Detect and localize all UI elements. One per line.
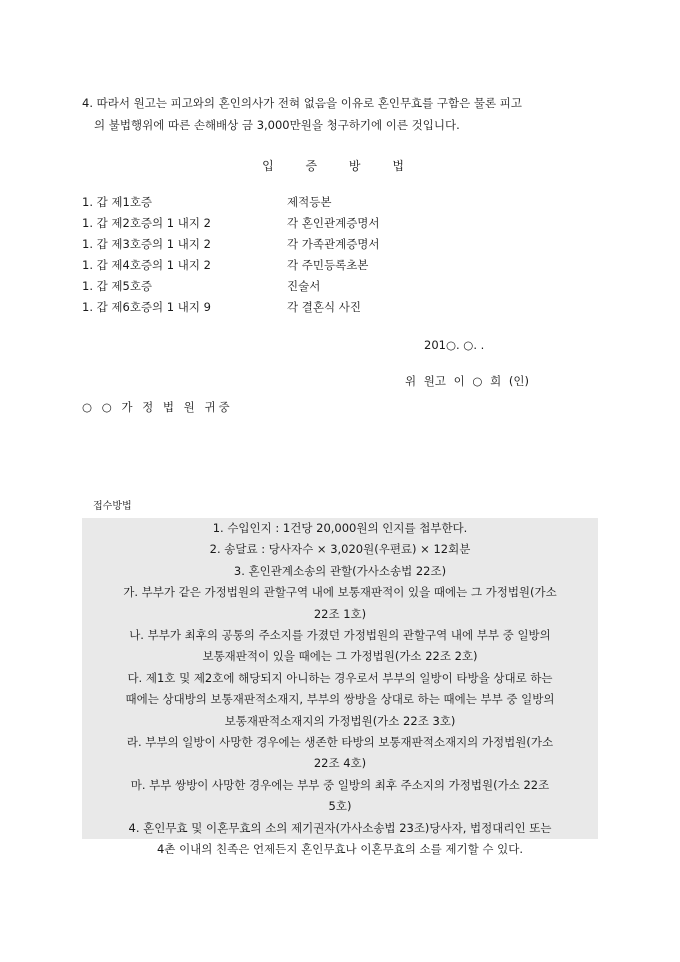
receipt-line: 다. 제1호 및 제2호에 해당되지 아니하는 경우로서 부부의 일방이 타방을 상대로 하는 — [127, 670, 553, 685]
evidence-ref: 1. 갑 제3호증의 1 내지 2 — [82, 237, 211, 251]
receipt-line: 3. 혼인관계소송의 관할(가사소송법 22조) — [233, 563, 447, 578]
receipt-line: 22조 4호) — [313, 756, 367, 771]
receipt-line: 22조 1호) — [313, 606, 367, 621]
receipt-line: 5호) — [328, 799, 352, 814]
evidence-ref: 1. 갑 제2호증의 1 내지 2 — [82, 216, 211, 230]
receipt-line: 4촌 이내의 친족은 언제든지 혼인무효나 이혼무효의 소를 제기할 수 있다. — [156, 842, 524, 857]
evidence-item — [82, 192, 442, 213]
evidence-desc: 제적등본 — [287, 195, 332, 209]
evidence-heading: 입 증 방 법 — [262, 159, 418, 173]
paragraph-4-line-1: 4. 따라서 원고는 피고와의 혼인의사가 전혀 없음을 이유로 혼인무효를 구함은 물론 피고 — [82, 96, 522, 110]
evidence-desc: 각 주민등록초본 — [287, 258, 369, 272]
evidence-ref: 1. 갑 제6호증의 1 내지 9 — [82, 300, 211, 314]
filing-date: 201○. ○. . — [424, 338, 485, 352]
receipt-line: 1. 수입인지 : 1건당 20,000원의 인지를 첩부한다. — [212, 521, 468, 535]
evidence-item — [82, 255, 442, 276]
receipt-info-box — [82, 518, 598, 857]
court-addressee: ○ ○ 가 정 법 원 귀중 — [82, 400, 233, 414]
receipt-line: 라. 부부의 일방이 사망한 경우에는 생존한 타방의 보통재판적소재지의 가정법원(가소 — [126, 735, 554, 750]
receipt-line: 4. 혼인무효 및 이혼무효의 소의 제기권자(가사소송법 23조)당사자, 법정대리인 또는 — [128, 820, 552, 835]
evidence-desc: 각 결혼식 사진 — [287, 300, 361, 314]
receipt-line: 보통재판적소재지의 가정법원(가소 22조 3호) — [224, 713, 456, 728]
receipt-line: 가. 부부가 같은 가정법원의 관할구역 내에 보통재판적이 있을 때에는 그 가정법원(가소 — [123, 585, 557, 600]
evidence-ref: 1. 갑 제1호증 — [82, 195, 153, 209]
receipt-line: 보통재판적이 있을 때에는 그 가정법원(가소 22조 2호) — [202, 649, 478, 664]
evidence-desc: 진술서 — [287, 279, 321, 293]
evidence-desc: 각 혼인관계증명서 — [287, 216, 380, 230]
evidence-ref: 1. 갑 제4호증의 1 내지 2 — [82, 258, 211, 272]
receipt-method-title: 접수방법 — [93, 501, 132, 512]
evidence-item — [82, 297, 442, 318]
paragraph-4 — [82, 92, 612, 136]
evidence-list — [82, 192, 442, 318]
plaintiff-signature: 위 원고 이 ○ 희 (인) — [405, 374, 529, 388]
evidence-ref: 1. 갑 제5호증 — [82, 279, 153, 293]
evidence-item — [82, 234, 442, 255]
receipt-line: 때에는 상대방의 보통재판적소재지, 부부의 쌍방을 상대로 하는 때에는 부부 중 일방의 — [125, 692, 555, 707]
receipt-line: 나. 부부가 최후의 공통의 주소지를 가졌던 가정법원의 관할구역 내에 부부 중 일방의 — [129, 628, 551, 643]
receipt-line: 2. 송달료 : 당사자수 × 3,020원(우편료) × 12회분 — [209, 542, 471, 557]
evidence-item — [82, 276, 442, 297]
evidence-item — [82, 213, 442, 234]
evidence-desc: 각 가족관계증명서 — [287, 237, 380, 251]
paragraph-4-line-2: 의 불법행위에 따른 손해배상 금 3,000만원을 청구하기에 이른 것입니다. — [94, 118, 460, 132]
receipt-line: 마. 부부 쌍방이 사망한 경우에는 부부 중 일방의 최후 주소지의 가정법원(가소 22조 — [130, 777, 550, 792]
